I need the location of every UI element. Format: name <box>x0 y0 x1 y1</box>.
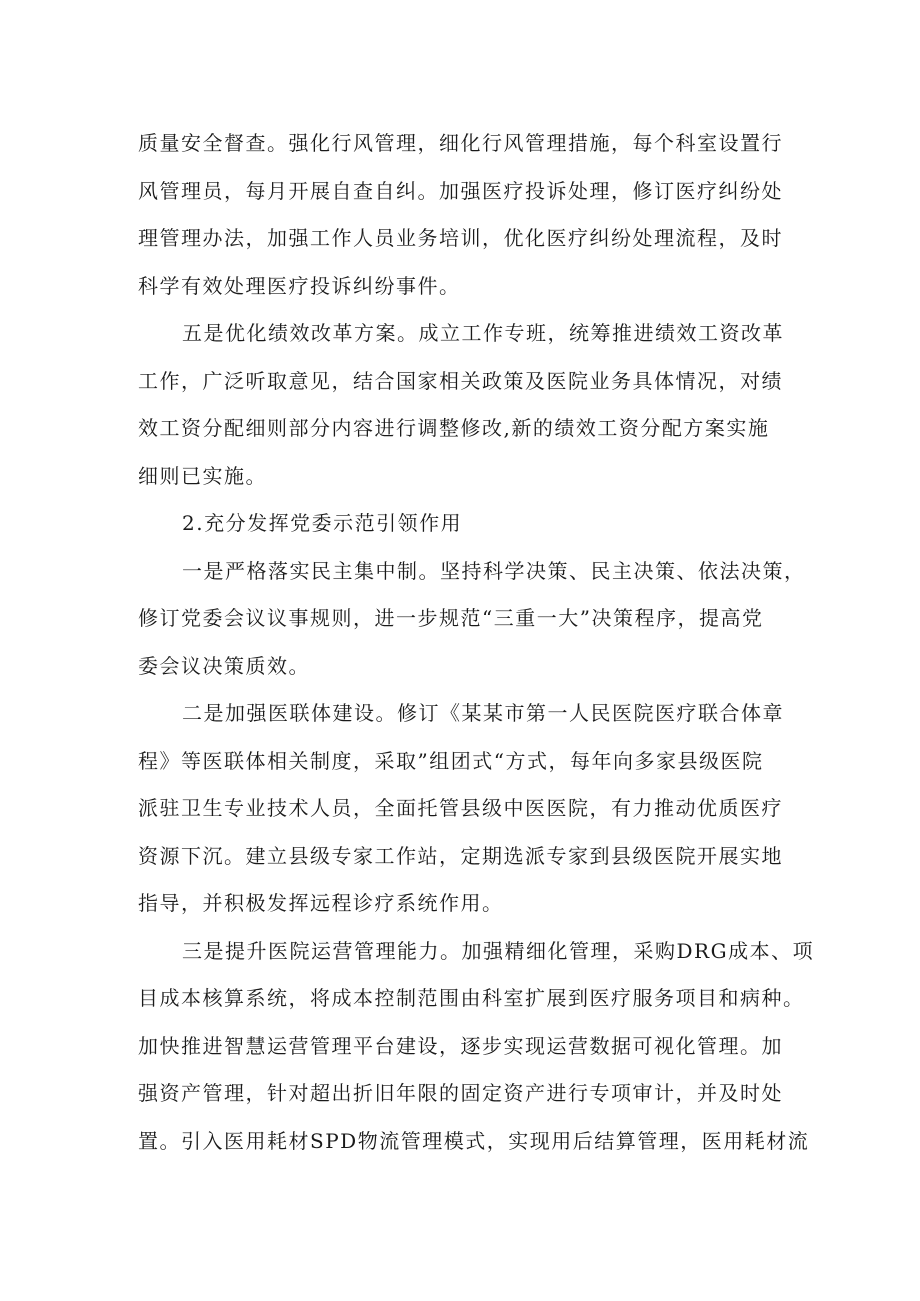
text-line: 资源下沉。建立县级专家工作站，定期选派专家到县级医院开展实地 <box>138 843 783 868</box>
text-line: 程》等医联体相关制度，采取”组团式“方式，每年向多家县级医院 <box>138 748 764 773</box>
section-heading: 2.充分发挥党委示范引领作用 <box>182 511 463 535</box>
paragraph-start-line: 三是提升医院运营管理能力。加强精细化管理，采购DRG成本、项 <box>182 938 815 963</box>
document-body <box>138 120 815 1165</box>
paragraph-start-line: 二是加强医联体建设。修订《某某市第一人民医院医疗联合体章 <box>182 701 784 725</box>
text-line: 细则已实施。 <box>138 463 267 488</box>
text-line: 目成本核算系统，将成本控制范围由科室扩展到医疗服务项目和病种。 <box>138 986 805 1010</box>
text-line: 加快推进智慧运营管理平台建设，逐步实现运营数据可视化管理。加 <box>138 1033 783 1058</box>
text-line: 理管理办法，加强工作人员业务培训，优化医疗纠纷处理流程，及时 <box>138 226 783 250</box>
text-line: 风管理员，每月开展自查自纠。加强医疗投诉处理，修订医疗纠纷处 <box>138 178 783 203</box>
text-line: 效工资分配细则部分内容进行调整修改,新的绩效工资分配方案实施 <box>138 416 770 440</box>
text-line: 委会议决策质效。 <box>138 653 310 678</box>
text-line: 指导，并积极发挥远程诊疗系统作用。 <box>138 891 504 915</box>
text-line: 科学有效处理医疗投诉纠纷事件。 <box>138 273 461 298</box>
text-line: 派驻卫生专业技术人员，全面托管县级中医医院，有力推动优质医疗 <box>138 796 783 820</box>
text-line: 强资产管理，针对超出折旧年限的固定资产进行专项审计，并及时处 <box>138 1081 783 1105</box>
paragraph-start-line: 五是优化绩效改革方案。成立工作专班，统筹推进绩效工资改革 <box>182 321 784 345</box>
text-line: 置。引入医用耗材SPD物流管理模式，实现用后结算管理，医用耗材流 <box>138 1128 810 1153</box>
text-line: 修订党委会议议事规则，进一步规范“三重一大”决策程序，提高党 <box>138 606 764 630</box>
text-line: 工作，广泛听取意见，结合国家相关政策及医院业务具体情况，对绩 <box>138 368 783 393</box>
paragraph-start-line: 一是严格落实民主集中制。坚持科学决策、民主决策、依法决策， <box>182 558 806 583</box>
text-line: 质量安全督查。强化行风管理，细化行风管理措施，每个科室设置行 <box>138 131 783 155</box>
